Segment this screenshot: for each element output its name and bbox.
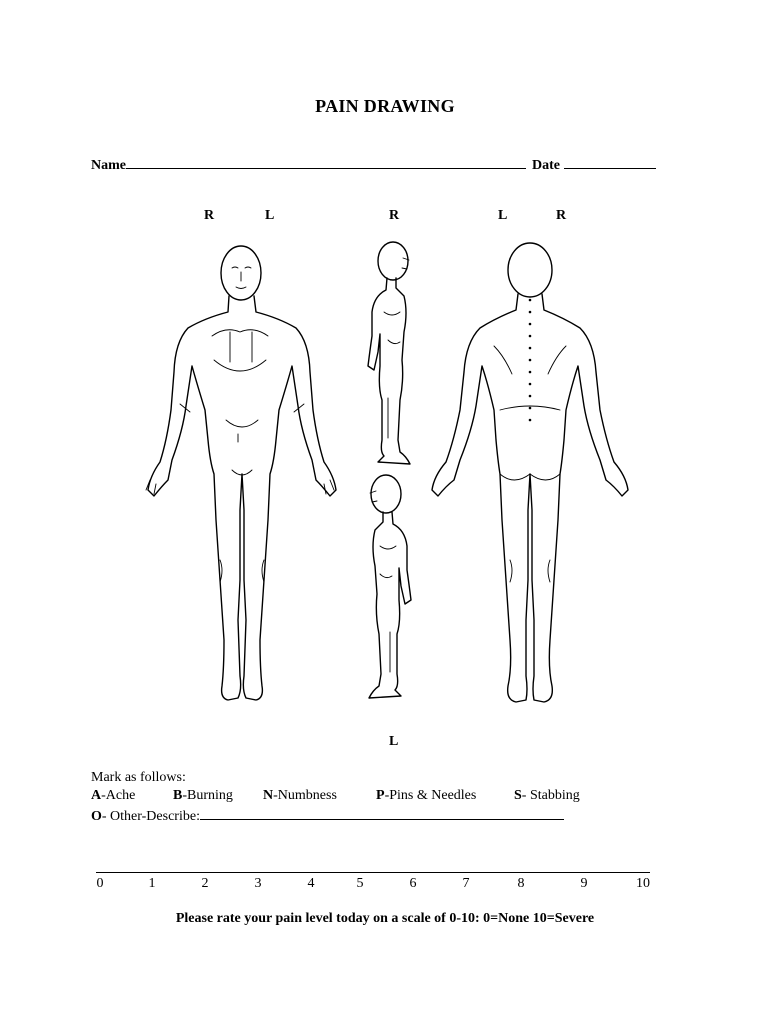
legend-item-burning: B-Burning xyxy=(173,788,233,803)
other-describe-field[interactable] xyxy=(200,806,564,820)
side-bottom-label: L xyxy=(389,734,399,749)
legend-item-stabbing: S- Stabbing xyxy=(514,788,580,803)
back-left-label: L xyxy=(498,208,508,223)
scale-tick-9[interactable]: 9 xyxy=(580,876,588,891)
scale-tick-7[interactable]: 7 xyxy=(462,876,470,891)
body-front-icon[interactable] xyxy=(146,246,336,700)
scale-tick-4[interactable]: 4 xyxy=(307,876,315,891)
legend-intro: Mark as follows: xyxy=(91,770,186,785)
legend-item-ache: A-Ache xyxy=(91,788,136,803)
back-right-label: R xyxy=(556,208,567,223)
scale-tick-5[interactable]: 5 xyxy=(356,876,364,891)
date-label: Date xyxy=(532,158,560,173)
pain-scale-line[interactable] xyxy=(96,872,650,873)
scale-tick-6[interactable]: 6 xyxy=(409,876,417,891)
body-side-left-icon[interactable] xyxy=(369,475,411,698)
legend-item-numbness: N-Numbness xyxy=(263,788,337,803)
legend-item-other: O- Other-Describe: xyxy=(91,806,564,825)
scale-tick-1[interactable]: 1 xyxy=(148,876,156,891)
scale-tick-2[interactable]: 2 xyxy=(201,876,209,891)
name-label: Name xyxy=(91,158,126,173)
page-title: PAIN DRAWING xyxy=(315,96,455,116)
legend-item-pins-needles: P-Pins & Needles xyxy=(376,788,477,803)
front-right-label: R xyxy=(204,208,215,223)
scale-tick-8[interactable]: 8 xyxy=(517,876,525,891)
pain-scale-instruction: Please rate your pain level today on a scale of 0-10: 0=None 10=Severe xyxy=(175,911,595,926)
side-top-label: R xyxy=(389,208,400,223)
body-side-right-icon[interactable] xyxy=(368,242,410,464)
body-back-icon[interactable] xyxy=(432,243,628,702)
front-left-label: L xyxy=(265,208,275,223)
scale-tick-0[interactable]: 0 xyxy=(96,876,104,891)
scale-tick-3[interactable]: 3 xyxy=(254,876,262,891)
scale-tick-10[interactable]: 10 xyxy=(636,876,650,891)
